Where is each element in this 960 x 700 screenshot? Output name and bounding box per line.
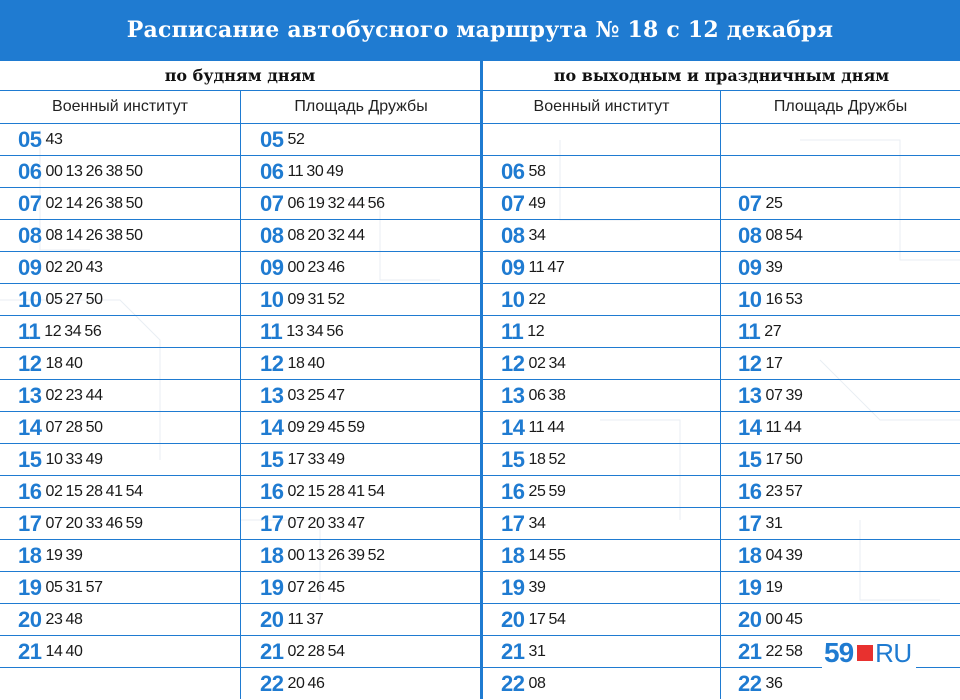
column-header-weekday-druzhby: Площадь Дружбы [294,98,428,115]
section-weekdays: по будням дням [164,65,316,85]
minutes-label: 02 28 54 [287,643,345,660]
schedule-cell [501,636,545,668]
minutes-label: 02 23 44 [45,387,103,404]
minutes-label: 23 57 [765,483,803,500]
schedule-cell [18,284,103,316]
hour-label: 21 [18,639,42,664]
schedule-cell [18,316,101,348]
schedule-cell [18,508,143,540]
hour-label: 15 [738,447,762,472]
schedule-cell [260,508,365,540]
minutes-label: 03 25 47 [287,387,345,404]
hour-label: 07 [501,191,525,216]
hour-label: 16 [260,479,284,504]
logo-square-icon [857,645,873,661]
schedule-cell [501,156,545,188]
schedule-cell [18,444,103,476]
schedule-cell [260,348,325,380]
hour-label: 13 [738,383,762,408]
schedule-cell [260,476,385,508]
minutes-label: 17 [765,355,783,372]
grid-column-line [480,60,483,699]
schedule-cell [738,412,801,444]
minutes-label: 18 40 [45,355,83,372]
schedule-cell [18,636,83,668]
minutes-label: 06 19 32 44 56 [287,195,385,212]
minutes-label: 10 33 49 [45,451,103,468]
schedule-cell [260,380,345,412]
minutes-label: 02 14 26 38 50 [45,195,143,212]
hour-label: 19 [738,575,762,600]
hour-label: 08 [501,223,525,248]
minutes-label: 22 58 [765,643,803,660]
schedule-cell [260,316,343,348]
minutes-label: 34 [528,227,546,244]
title-bar [0,0,960,60]
column-header-weekend-druzhby: Площадь Дружбы [773,98,908,115]
minutes-label: 36 [765,675,783,692]
schedule-cell [18,380,103,412]
hour-label: 12 [18,351,42,376]
hour-label: 13 [501,383,525,408]
schedule-cell [18,668,22,700]
schedule-cell [501,380,566,412]
grid-column-line [240,91,241,699]
hour-label: 05 [18,127,42,152]
minutes-label: 08 [528,675,546,692]
schedule-cell [501,284,545,316]
hour-label: 09 [738,255,762,280]
schedule-cell [260,412,365,444]
minutes-label: 04 39 [765,547,803,564]
minutes-label: 11 47 [528,259,565,276]
hour-label: 21 [501,639,525,664]
schedule-cell [501,540,566,572]
schedule-cell [260,156,343,188]
schedule-cell [738,668,782,700]
schedule-cell [738,508,782,540]
minutes-label: 14 55 [528,547,566,564]
hour-label: 19 [501,575,525,600]
hour-label: 17 [18,511,42,536]
minutes-label: 07 20 33 47 [287,515,365,532]
minutes-label: 09 29 45 59 [287,419,365,436]
hour-label: 05 [260,127,284,152]
minutes-label: 16 53 [765,291,803,308]
minutes-label: 17 54 [528,611,566,628]
minutes-label: 14 40 [45,643,83,660]
schedule-cell [501,412,564,444]
schedule-cell [501,316,544,348]
page-title: Расписание автобусного маршрута № 18 с 12 декабря [126,17,834,43]
hour-label: 09 [260,255,284,280]
schedule-cell [18,348,83,380]
schedule-cell [18,124,62,156]
hour-label: 10 [18,287,42,312]
minutes-label: 22 [528,291,546,308]
hour-label: 09 [501,255,525,280]
hour-label: 16 [18,479,42,504]
hour-label: 20 [501,607,525,632]
minutes-label: 11 44 [765,419,802,436]
hour-label: 10 [738,287,762,312]
hour-label: 07 [738,191,762,216]
schedule-cell [501,124,505,156]
minutes-label: 20 46 [287,675,325,692]
hour-label: 17 [738,511,762,536]
hour-label: 13 [260,383,284,408]
schedule-cell [18,156,143,188]
minutes-label: 25 59 [528,483,566,500]
schedule-cell [738,636,803,668]
hour-label: 15 [260,447,284,472]
minutes-label: 19 39 [45,547,83,564]
schedule-cell [738,316,781,348]
minutes-label: 09 31 52 [287,291,345,308]
schedule-cell [18,252,103,284]
schedule-cell [260,284,345,316]
schedule-cell [738,284,803,316]
hour-label: 06 [18,159,42,184]
grid-column-line [720,91,721,699]
schedule-cell [501,252,564,284]
minutes-label: 00 45 [765,611,803,628]
logo-number: 59 [824,637,854,668]
schedule-cell [501,572,545,604]
schedule-cell [260,188,385,220]
hour-label: 13 [18,383,42,408]
schedule-cell [18,188,143,220]
hour-label: 20 [738,607,762,632]
minutes-label: 52 [287,131,305,148]
hour-label: 10 [501,287,525,312]
hour-label: 16 [501,479,525,504]
hour-label: 15 [18,447,42,472]
schedule-cell [260,572,345,604]
hour-label: 20 [260,607,284,632]
schedule-cell [18,476,143,508]
hour-label: 17 [501,511,525,536]
minutes-label: 23 48 [45,611,83,628]
hour-label: 08 [18,223,42,248]
minutes-label: 07 26 45 [287,579,345,596]
minutes-label: 08 14 26 38 50 [45,227,143,244]
schedule-cell [738,604,803,636]
minutes-label: 12 [527,323,545,340]
minutes-label: 13 34 56 [286,323,344,340]
minutes-label: 02 20 43 [45,259,103,276]
minutes-label: 07 28 50 [45,419,103,436]
schedule-cell [501,668,545,700]
minutes-label: 07 20 33 46 59 [45,515,143,532]
hour-label: 22 [738,671,762,696]
section-weekends: по выходным и праздничным дням [553,65,890,85]
minutes-label: 05 31 57 [45,579,103,596]
schedule-cell [738,380,803,412]
schedule-cell [738,444,803,476]
brand-logo [822,638,916,668]
schedule-cell [738,476,803,508]
hour-label: 18 [501,543,525,568]
minutes-label: 08 20 32 44 [287,227,365,244]
hour-label: 19 [18,575,42,600]
minutes-label: 34 [528,515,546,532]
minutes-label: 58 [528,163,546,180]
hour-label: 06 [260,159,284,184]
schedule-cell [738,220,803,252]
hour-label: 15 [501,447,525,472]
hour-label: 21 [738,639,762,664]
hour-label: 16 [738,479,762,504]
minutes-label: 17 33 49 [287,451,345,468]
minutes-label: 12 34 56 [44,323,102,340]
column-header-weekend-military: Военный институт [533,98,670,115]
hour-label: 14 [501,415,525,440]
hour-label: 14 [260,415,284,440]
minutes-label: 19 [765,579,783,596]
minutes-label: 02 34 [528,355,566,372]
hour-label: 22 [260,671,284,696]
hour-label: 07 [18,191,42,216]
minutes-label: 25 [765,195,783,212]
column-header-weekday-military: Военный институт [52,98,188,115]
minutes-label: 07 39 [765,387,803,404]
hour-label: 14 [738,415,762,440]
hour-label: 18 [260,543,284,568]
schedule-cell [501,444,566,476]
hour-label: 06 [501,159,525,184]
minutes-label: 39 [765,259,783,276]
minutes-label: 18 52 [528,451,566,468]
minutes-label: 31 [765,515,783,532]
hour-label: 11 [501,319,524,344]
hour-label: 10 [260,287,284,312]
schedule-cell [18,412,103,444]
hour-label: 07 [260,191,284,216]
schedule-cell [18,540,83,572]
minutes-label: 00 23 46 [287,259,345,276]
schedule-cell [501,188,545,220]
schedule-cell [738,188,782,220]
minutes-label: 11 44 [528,419,565,436]
schedule-cell [260,444,345,476]
schedule-cell [260,604,323,636]
minutes-label: 31 [528,643,546,660]
minutes-label: 00 13 26 39 52 [287,547,385,564]
hour-label: 14 [18,415,42,440]
schedule-cell [501,604,566,636]
schedule-cell [18,220,143,252]
minutes-label: 11 37 [287,611,324,628]
hour-label: 17 [260,511,284,536]
minutes-label: 11 30 49 [287,163,344,180]
logo-suffix: RU [875,637,912,668]
schedule-cell [501,348,566,380]
hour-label: 09 [18,255,42,280]
minutes-label: 00 13 26 38 50 [45,163,143,180]
minutes-label: 39 [528,579,546,596]
hour-label: 22 [501,671,525,696]
minutes-label: 02 15 28 41 54 [45,483,143,500]
schedule-cell [260,540,385,572]
schedule-cell [738,540,803,572]
hour-label: 21 [260,639,284,664]
hour-label: 12 [738,351,762,376]
hour-label: 12 [260,351,284,376]
schedule-cell [738,572,782,604]
minutes-label: 18 40 [287,355,325,372]
schedule-cell [738,348,782,380]
minutes-label: 43 [45,131,63,148]
minutes-label: 02 15 28 41 54 [287,483,385,500]
hour-label: 08 [260,223,284,248]
minutes-label: 06 38 [528,387,566,404]
minutes-label: 08 54 [765,227,803,244]
schedule-cell [501,508,545,540]
hour-label: 11 [18,319,41,344]
hour-label: 11 [738,319,761,344]
schedule-cell [738,124,742,156]
minutes-label: 17 50 [765,451,803,468]
schedule-cell [260,252,345,284]
hour-label: 18 [18,543,42,568]
schedule-cell [260,220,365,252]
hour-label: 11 [260,319,283,344]
schedule-cell [501,476,566,508]
schedule-cell [260,124,304,156]
schedule-cell [738,156,742,188]
schedule-cell [18,572,103,604]
hour-label: 12 [501,351,525,376]
schedule-cell [260,668,325,700]
schedule-cell [501,220,545,252]
minutes-label: 27 [764,323,782,340]
minutes-label: 05 27 50 [45,291,103,308]
hour-label: 08 [738,223,762,248]
hour-label: 19 [260,575,284,600]
hour-label: 18 [738,543,762,568]
minutes-label: 49 [528,195,546,212]
schedule-cell [738,252,782,284]
schedule-cell [260,636,345,668]
hour-label: 20 [18,607,42,632]
schedule-cell [18,604,83,636]
